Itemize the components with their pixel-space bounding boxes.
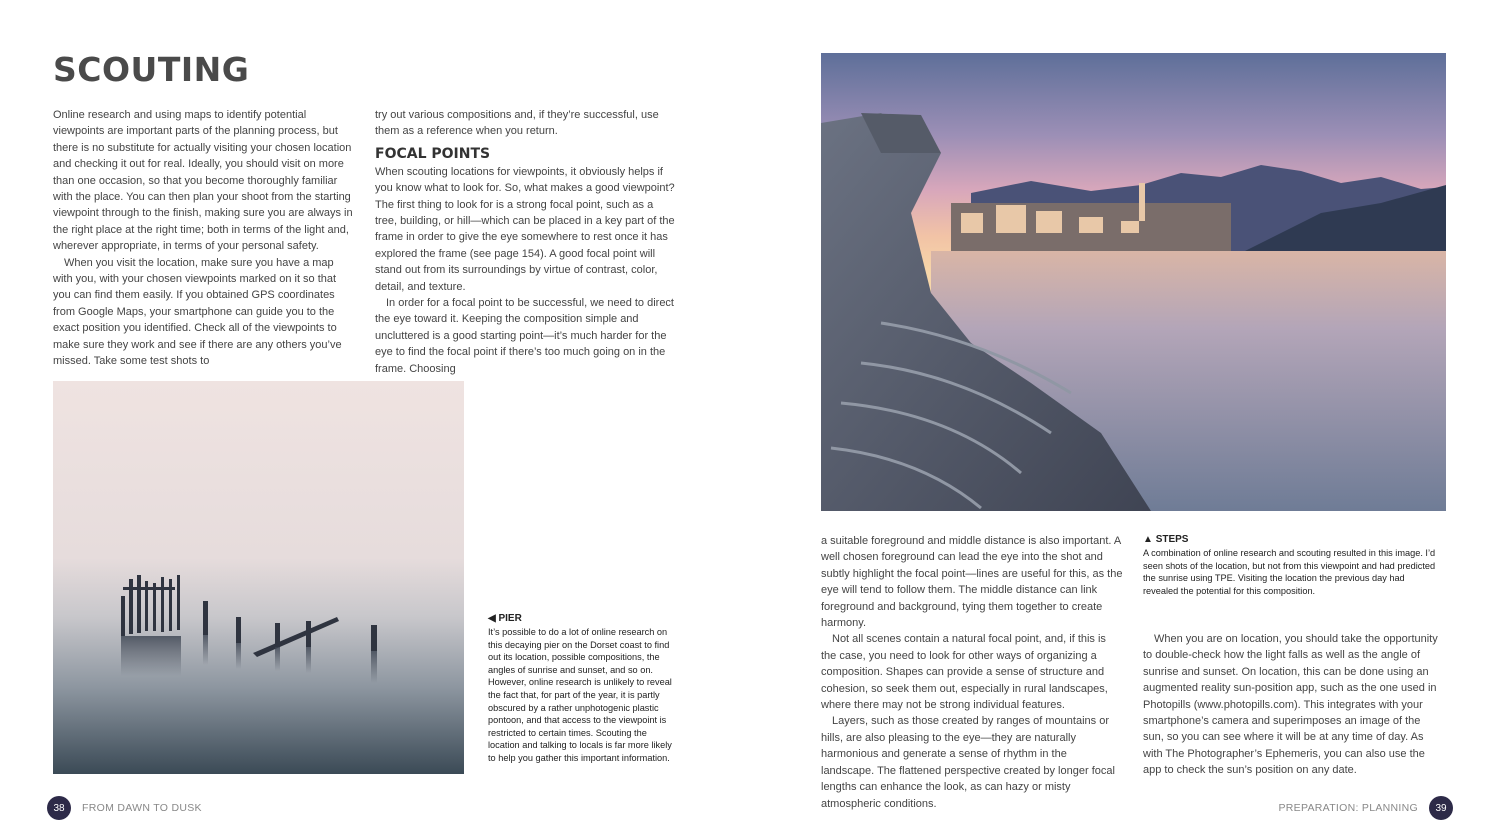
left-column-2 [375, 107, 677, 377]
running-footer: PREPARATION: PLANNING [1278, 802, 1418, 814]
caption-text: A combination of online research and scouting resulted in this image. I’d seen shots of the location, but not from this viewpoint and had predicted the sunrise using TPE. Visiting the location the previous day had revealed the potential for this composition. [1143, 548, 1436, 596]
right-column-2 [1143, 631, 1443, 779]
body-paragraph: Online research and using maps to identify potential viewpoints are important parts of the planning process, but there is no substitute for actually visiting your chosen location and checking it out for real. Ideally, you should visit on more than one occasion, so that you become thoroughly familiar with the place. You can then plan your shoot from the starting viewpoint through to the finish, making sure you are always in the right place at the right time; both in terms of the light and, wherever appropriate, in terms of your personal safety. [53, 109, 353, 253]
section-heading: FOCAL POINTS [375, 145, 491, 162]
body-paragraph: a suitable foreground and middle distance is also important. A well chosen foreground can lead the eye into the shot and subtly highlight the focal point—lines are useful for this, as the eye will tend to follow them. The middle distance can link foreground and background, tying them together to create harmony. [821, 535, 1123, 630]
left-column-1 [53, 107, 353, 370]
caption-heading: PIER [498, 613, 522, 624]
caption-arrow-icon: ◀ [488, 613, 496, 624]
pier-photo [53, 381, 464, 774]
body-paragraph: In order for a focal point to be successful, we need to direct the eye toward it. Keeping the composition simple and uncluttered is a good starting point—it’s much harder for the eye to find the focal point if there’s too much going on in the frame. Choosing [375, 297, 674, 375]
steps-caption [1143, 534, 1439, 597]
page-title: SCOUTING [53, 50, 250, 89]
steps-photo [821, 53, 1446, 511]
caption-text: It’s possible to do a lot of online research on this decaying pier on the Dorset coast to find out its location, possible compositions, the angles of sunrise and sunset, and so on. However, online research is unlikely to reveal the fact that, for part of the year, it is partly obscured by a rather unphotogenic plastic pontoon, and that access to the viewpoint is restricted to certain times. Scouting the location and talking to locals is far more likely to help you gather this important information. [488, 627, 672, 763]
right-column-1 [821, 533, 1123, 812]
body-paragraph: When scouting locations for viewpoints, it obviously helps if you know what to look for. So, what makes a good viewpoint? The first thing to look for is a strong focal point, such as a tree, building, or hill—which can be placed in a key part of the frame in order to give the eye somewhere to rest once it has explored the frame (see page 154). A good focal point will stand out from its surroundings by virtue of contrast, color, detail, and texture. [375, 165, 675, 293]
body-paragraph: When you visit the location, make sure you have a map with you, with your chosen viewpoints marked on it so that you can find them easily. If you obtained GPS coordinates from Google Maps, your smartphone can guide you to the exact position you identified. Check all of the viewpoints to make sure they work and see if there are any others you’ve missed. Take some test shots to [53, 256, 342, 368]
page-number-badge: 39 [1429, 796, 1453, 820]
caption-arrow-icon: ▲ [1143, 534, 1153, 545]
body-paragraph: Not all scenes contain a natural focal point, and, if this is the case, you need to look for other ways of organizing a composition. Shapes can provide a sense of structure and cohesion, so seek them out, especially in rural landscapes, where there may not be strong individual features. [821, 633, 1108, 712]
body-paragraph: When you are on location, you should take the opportunity to double-check how the light falls as well as the angle of sunrise and sunset. On location, this can be done using an augmented reality sun-position app, such as the one used in Photopills (www.photopills.com). This integrates with your smartphone’s camera and superimposes an image of the sun, so you can see where it will be at any time of day. As with The Photographer’s Ephemeris, you can also use the app to check the sun’s position on any date. [1143, 633, 1438, 777]
body-paragraph: try out various compositions and, if they’re successful, use them as a reference when you return. [375, 109, 659, 138]
running-footer: FROM DAWN TO DUSK [82, 802, 202, 814]
pier-caption [488, 613, 676, 765]
body-paragraph: Layers, such as those created by ranges of mountains or hills, are also pleasing to the eye—they are naturally harmonious and generate a sense of rhythm in the landscape. The flattened perspective created by longer focal lengths can enhance the look, as can hazy or misty atmospheric conditions. [821, 715, 1115, 810]
caption-heading: STEPS [1155, 534, 1189, 545]
page-number-badge: 38 [47, 796, 71, 820]
